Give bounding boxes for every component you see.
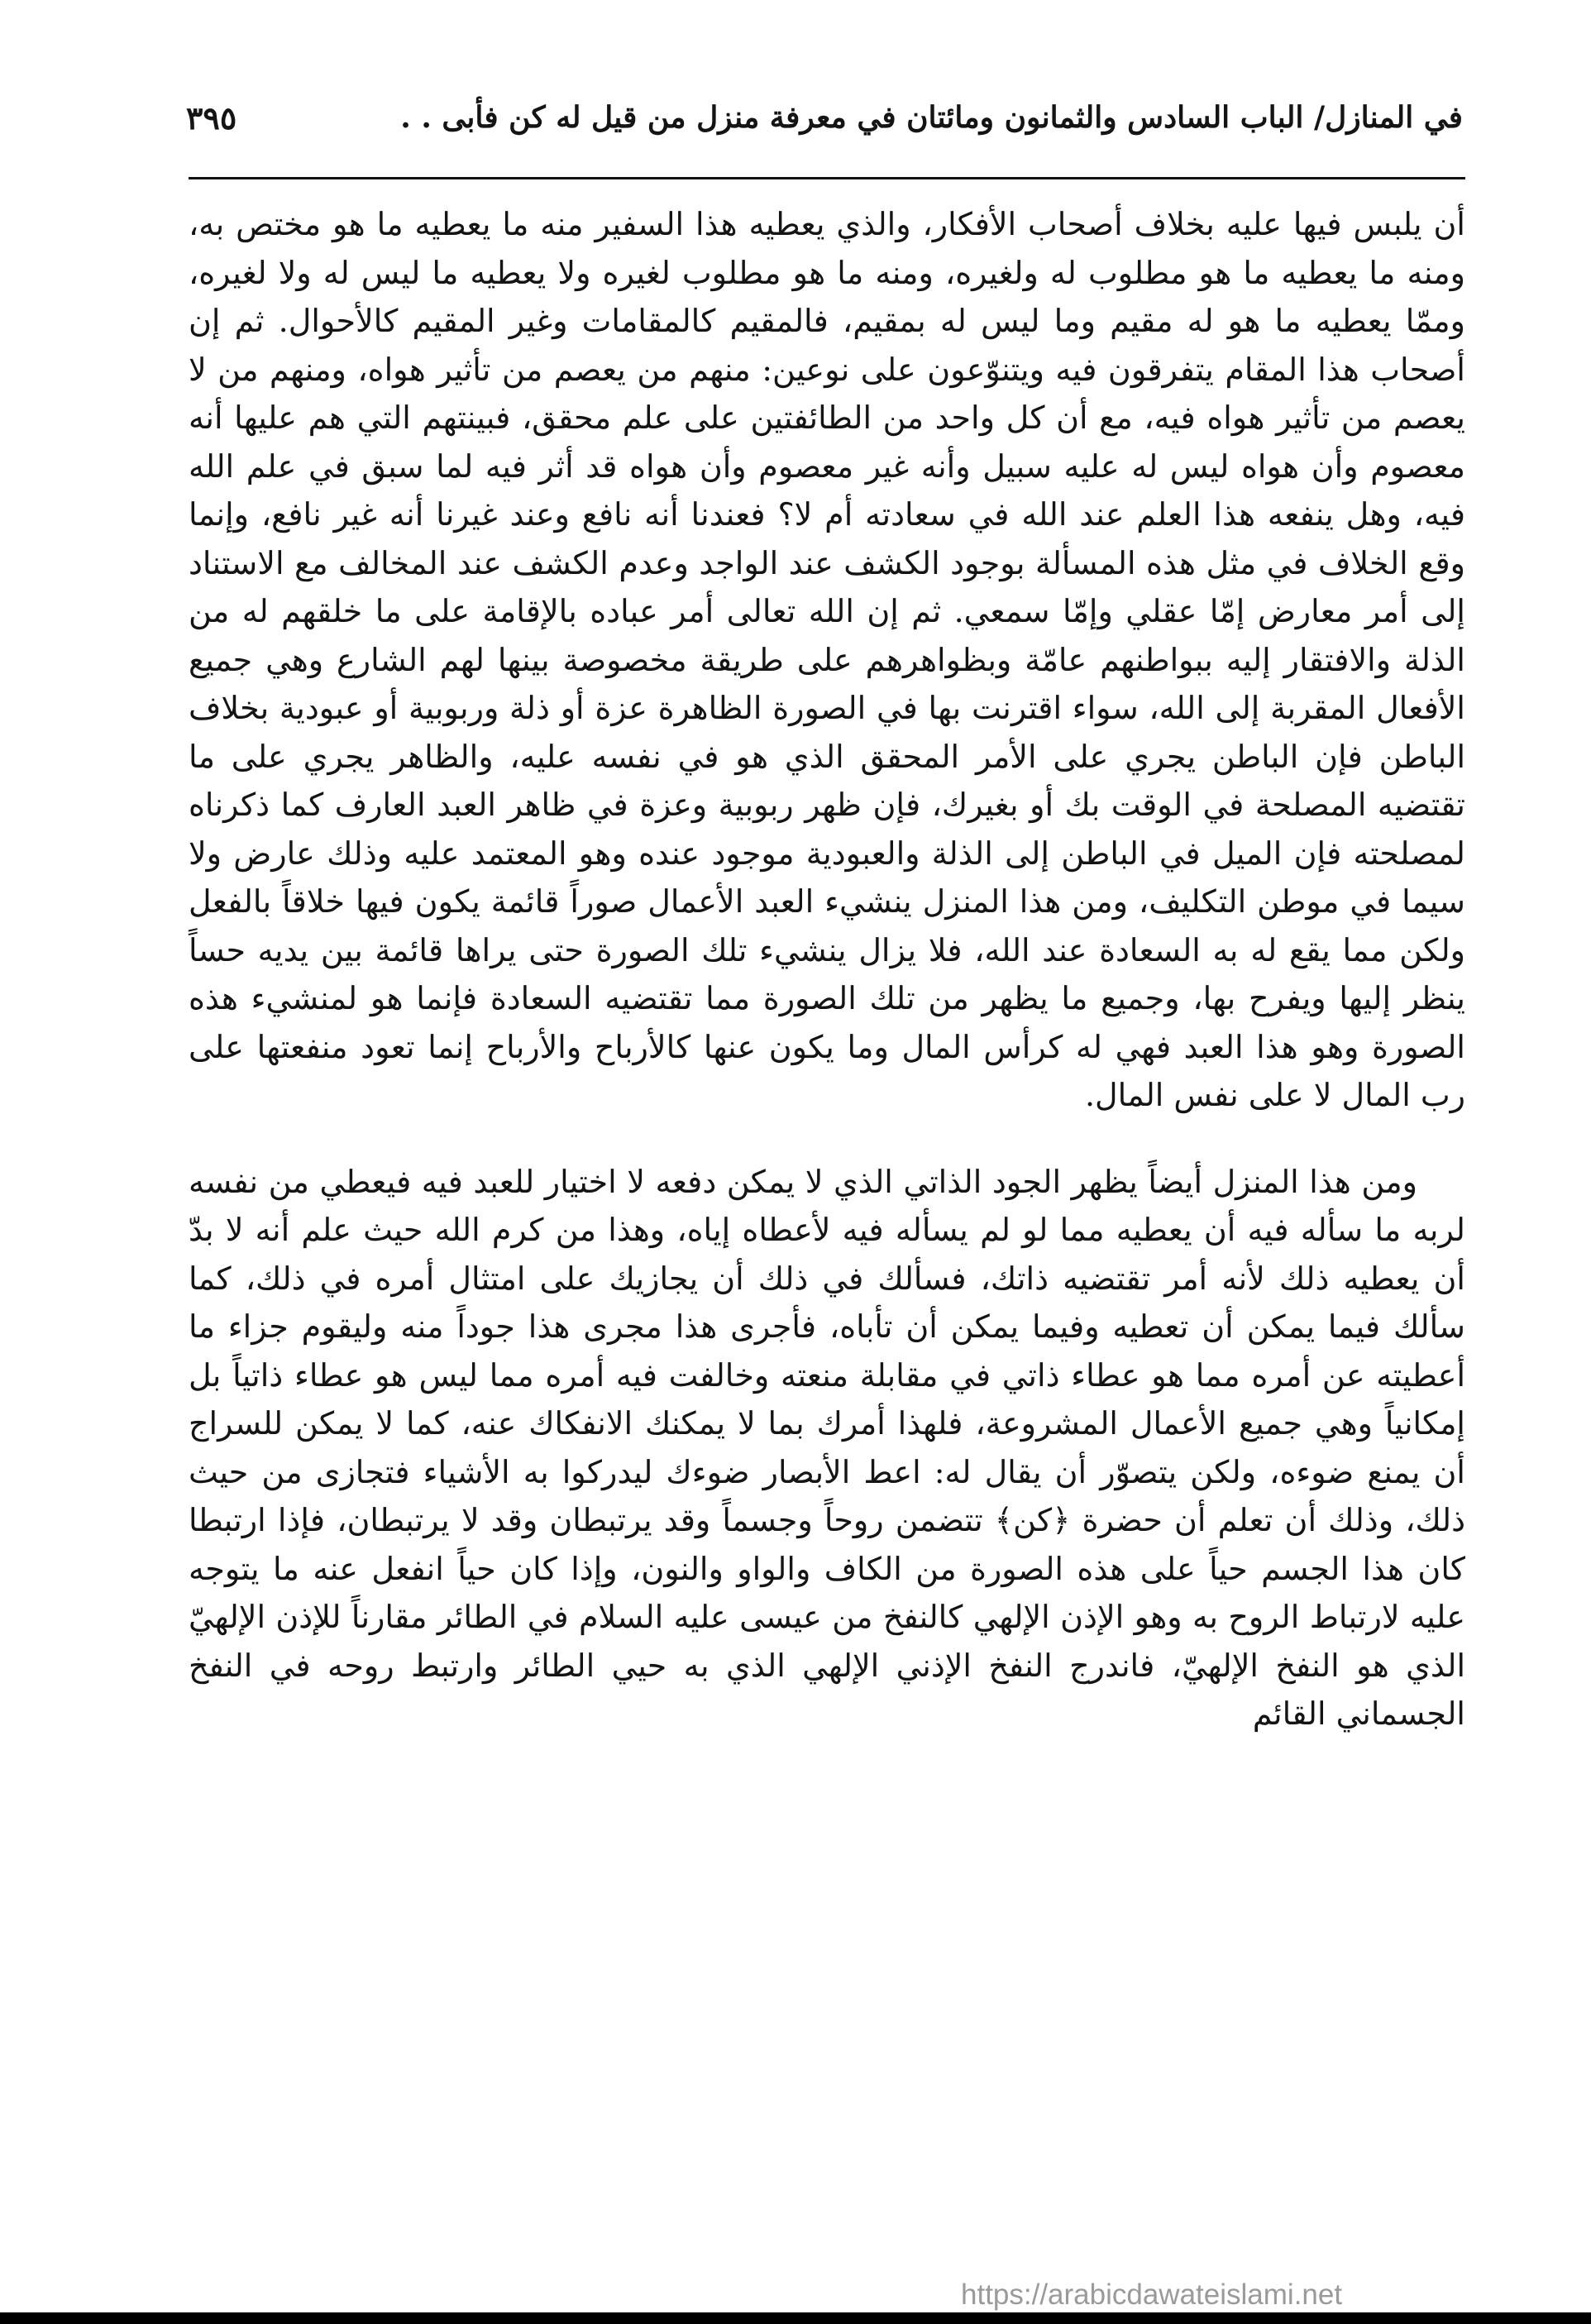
- paragraph-1: أن يلبس فيها عليه بخلاف أصحاب الأفكار، والذي يعطيه هذا السفير منه ما يعطيه ما هو مختص به، ومنه ما يعطيه ما هو مطلوب له ولغيره، ومنه ما هو مطلوب لغيره ولا يعطيه ما ليس له ولا لغيره، وممّا يعطيه ما هو له مقيم وما ليس له بمقيم، فالمقيم كالمقامات وغير المقيم كالأحوال. ثم إن أصحاب هذا المقام يتفرقون فيه ويتنوّعون على نوعين: منهم من يعصم من تأثير هواه، ومنهم من لا يعصم من تأثير هواه فيه، مع أن كل واحد من الطائفتين على علم محقق، فبينتهم التي هم عليها أنه معصوم وأن هواه ليس له عليه سبيل وأنه غير معصوم وأن هواه قد أثر فيه لما سبق في علم الله فيه، وهل ينفعه هذا العلم عند الله في سعادته أم لا؟ فعندنا أنه نافع وعند غيرنا أنه غير نافع، وإنما وقع الخلاف في مثل هذه المسألة بوجود الكشف عند الواجد وعدم الكشف عند المخالف مع الاستناد إلى أمر معارض إمّا عقلي وإمّا سمعي. ثم إن الله تعالى أمر عباده بالإقامة على ما خلقهم له من الذلة والافتقار إليه ببواطنهم عامّة وبظواهرهم على طريقة مخصوصة بينها لهم الشارع وهي جميع الأفعال المقربة إلى الله، سواء اقترنت بها في الصورة الظاهرة عزة أو ذلة وربوبية أو عبودية بخلاف الباطن فإن الباطن يجري على الأمر المحقق الذي هو في نفسه عليه، والظاهر يجري على ما تقتضيه المصلحة في الوقت بك أو بغيرك، فإن ظهر ربوبية وعزة في ظاهر العبد العارف كما ذكرناه لمصلحته فإن الميل في الباطن إلى الذلة والعبودية موجود عنده وهو المعتمد عليه وذلك عارض ولا سيما في موطن التكليف، ومن هذا المنزل ينشيء العبد الأعمال صوراً قائمة يكون فيها خلاقاً بالفعل ولكن مما يقع له به السعادة عند الله، فلا يزال ينشيء تلك الصورة حتى يراها قائمة بين يديه حساً ينظر إليها ويفرح بها، وجميع ما يظهر من تلك الصورة مما تقتضيه السعادة فإنما هو لمنشيء هذه الصورة وهو هذا العبد فهي له كرأس المال وما يكون عنها كالأرباح والأرباح إنما تعود منفعتها على رب المال لا على نفس المال.: [189, 206, 1466, 1113]
- paragraph-2: ومن هذا المنزل أيضاً يظهر الجود الذاتي الذي لا يمكن دفعه لا اختيار للعبد فيه فيعطي من نفسه لربه ما سأله فيه أن يعطيه مما لو لم يسأله فيه لأعطاه إياه، وهذا من كرم الله حيث علم أنه لا بدّ أن يعطيه ذلك لأنه أمر تقتضيه ذاتك، فسألك في ذلك أن يجازيك على امتثال أمره في ذلك، كما سألك فيما يمكن أن تعطيه وفيما يمكن أن تأباه، فأجرى هذا مجرى هذا جوداً منه وليقوم جزاء ما أعطيته عن أمره مما هو عطاء ذاتي في مقابلة منعته وخالفت فيه أمره مما ليس هو عطاء ذاتياً بل إمكانياً وهي جميع الأعمال المشروعة، فلهذا أمرك بما لا يمكنك الانفكاك عنه، كما لا يمكن للسراج أن يمنع ضوءه، ولكن يتصوّر أن يقال له: اعط الأبصار ضوءك ليدركوا به الأشياء فتجازى من حيث ذلك، وذلك أن تعلم أن حضرة ﴿كن﴾ تتضمن روحاً وجسماً وقد يرتبطان وقد لا يرتبطان، فإذا ارتبطا كان هذا الجسم حياً على هذه الصورة من الكاف والواو والنون، وإذا كان حياً انفعل عنه ما يتوجه عليه لارتباط الروح به وهو الإذن الإلهي كالنفخ من عيسى عليه السلام في الطائر مقارناً للإذن الإلهيّ الذي هو النفخ الإلهيّ، فاندرج النفخ الإذني الإلهي الذي به حيي الطائر وارتبط روحه في النفخ الجسماني القائم: [189, 1163, 1465, 1732]
- chapter-title: في المنازل/ الباب السادس والثمانون ومائتان في معرفة منزل من قيل له كن فأبى . .: [400, 100, 1463, 135]
- body-text: [189, 200, 1465, 1738]
- watermark-url: https://arabicdawateislami.net: [961, 2279, 1343, 2311]
- page-number: ٣٩٥: [186, 98, 237, 136]
- running-header: [186, 93, 1463, 142]
- scan-bottom-edge: [0, 2312, 1591, 2324]
- header-rule: [189, 177, 1465, 179]
